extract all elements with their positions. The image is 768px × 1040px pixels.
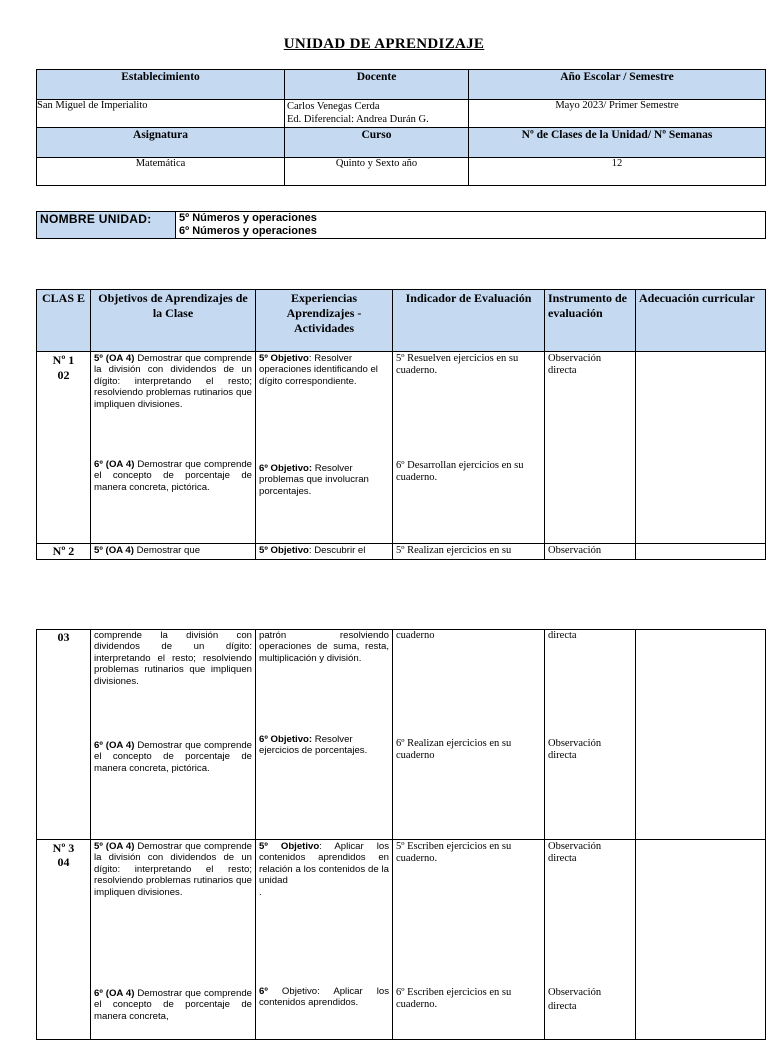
instrumento-cell: Observación directa Observación directa xyxy=(545,840,636,1040)
clase-cell: 03 xyxy=(37,630,91,840)
header-indicador: Indicador de Evaluación xyxy=(393,290,545,352)
curso-value: Quinto y Sexto año xyxy=(285,158,469,186)
adecuacion-cell xyxy=(636,840,766,1040)
experiencias-cell: 5º Objetivo: Resolver operaciones identificando el dígito correspondiente. 6º Objetivo: Resolver problemas que involucran porcentajes. xyxy=(256,352,393,544)
table-row xyxy=(37,352,766,544)
experiencias-cell: patrón resolviendo operaciones de suma, resta, multiplicación y división. 6º Objetivo: Resolver ejercicios de porcentajes. xyxy=(256,630,393,840)
unidad-value: 5º Números y operaciones 6º Números y operaciones xyxy=(176,212,766,239)
header-anio: Año Escolar / Semestre xyxy=(469,70,766,100)
info-table xyxy=(36,69,766,186)
planning-table-continued xyxy=(36,629,766,1040)
unidad-table xyxy=(36,211,766,239)
objetivos-cell: comprende la división con dividendos de un dígito: interpretando el resto; resolviendo problemas rutinarios que impliquen divisiones. 6º (OA 4) Demostrar que comprende el concepto de porcentaje de manera concreta, pictórica. xyxy=(91,630,256,840)
docente-value: Carlos Venegas Cerda Ed. Diferencial: Andrea Durán G. xyxy=(285,100,469,128)
objetivos-cell: 5º (OA 4) Demostrar que xyxy=(91,544,256,560)
planning-table xyxy=(36,289,766,560)
experiencias-cell: 5º Objetivo: Aplicar los contenidos aprendidos en relación a los contenidos de la unidad . 6º Objetivo: Aplicar los contenidos aprendidos. xyxy=(256,840,393,1040)
adecuacion-cell xyxy=(636,352,766,544)
indicador-cell: 5º Resuelven ejercicios en su cuaderno. 6º Desarrollan ejercicios en su cuaderno. xyxy=(393,352,545,544)
indicador-cell: 5º Escriben ejercicios en su cuaderno. 6º Escriben ejercicios en su cuaderno. xyxy=(393,840,545,1040)
asignatura-value: Matemática xyxy=(37,158,285,186)
instrumento-cell: Observación directa xyxy=(545,352,636,544)
header-docente: Docente xyxy=(285,70,469,100)
objetivos-cell: 5º (OA 4) Demostrar que comprende la división con dividendos de un dígito: interpretando el resto; resolviendo problemas rutinarios que impliquen divisiones. 6º (OA 4) Demostrar que comprende el concepto de porcentaje de manera concreta, pictórica. xyxy=(91,352,256,544)
header-curso: Curso xyxy=(285,128,469,158)
experiencias-cell: 5º Objetivo: Descubrir el xyxy=(256,544,393,560)
anio-value: Mayo 2023/ Primer Semestre xyxy=(469,100,766,128)
adecuacion-cell xyxy=(636,630,766,840)
table-row xyxy=(37,840,766,1040)
unidad-label: NOMBRE UNIDAD: xyxy=(37,212,176,239)
indicador-cell: cuaderno 6º Realizan ejercicios en su cuaderno xyxy=(393,630,545,840)
instrumento-cell: directa Observación directa xyxy=(545,630,636,840)
header-clase: CLAS E xyxy=(37,290,91,352)
header-adecuacion: Adecuación curricular xyxy=(636,290,766,352)
establecimiento-value: San Miguel de Imperialito xyxy=(37,100,285,128)
header-objetivos: Objetivos de Aprendizajes de la Clase xyxy=(91,290,256,352)
adecuacion-cell xyxy=(636,544,766,560)
header-asignatura: Asignatura xyxy=(37,128,285,158)
clase-cell: Nº 3 04 xyxy=(37,840,91,1040)
header-clases: Nº de Clases de la Unidad/ Nº Semanas xyxy=(469,128,766,158)
instrumento-cell: Observación xyxy=(545,544,636,560)
document-title: UNIDAD DE APRENDIZAJE xyxy=(283,36,485,52)
clase-cell: Nº 2 xyxy=(37,544,91,560)
objetivos-cell: 5º (OA 4) Demostrar que comprende la división con dividendos de un dígito: interpretando el resto; resolviendo problemas rutinarios que impliquen divisiones. 6º (OA 4) Demostrar que comprende el concepto de porcentaje de manera concreta, xyxy=(91,840,256,1040)
clase-cell: Nº 1 02 xyxy=(37,352,91,544)
header-experiencias: Experiencias Aprendizajes - Actividades xyxy=(256,290,393,352)
table-row xyxy=(37,544,766,560)
clases-value: 12 xyxy=(469,158,766,186)
header-establecimiento: Establecimiento xyxy=(37,70,285,100)
header-instrumento: Instrumento de evaluación xyxy=(545,290,636,352)
indicador-cell: 5º Realizan ejercicios en su xyxy=(393,544,545,560)
table-row xyxy=(37,630,766,840)
